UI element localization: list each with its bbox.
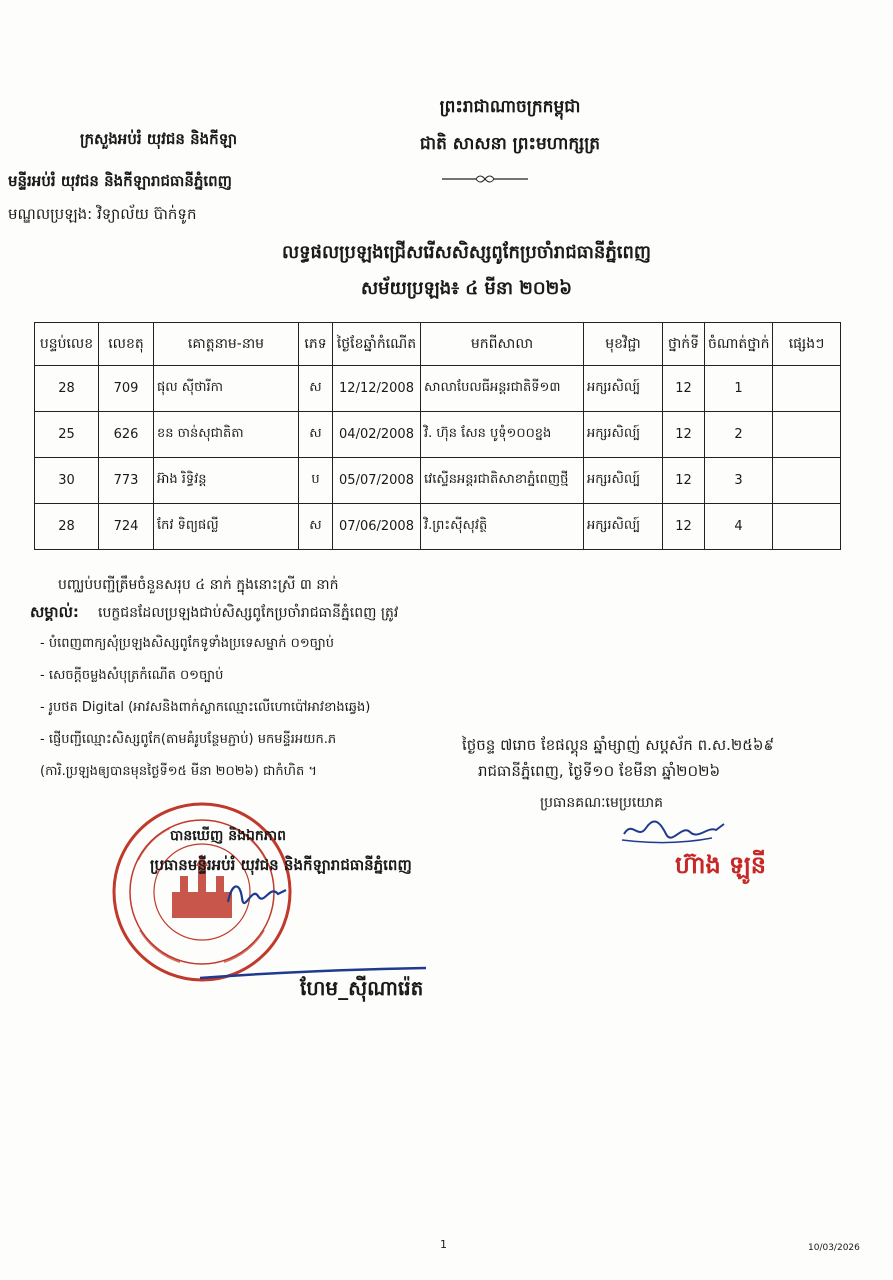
cell-room: 28 bbox=[35, 366, 99, 412]
cell-rank: 3 bbox=[705, 458, 773, 504]
cell-name: អ៊ាង រិទ្ធិវន្ត bbox=[154, 458, 299, 504]
requirement-item: - រូបថត Digital (អាវសនិងពាក់ស្លាកឈ្មោះលើហោប៉ៅអាវខាងឆ្វេង) bbox=[40, 700, 371, 715]
lunar-date: ថ្ងៃចន្ទ ៧រោច ខែផល្គុន ឆ្នាំម្សាញ់ សប្តស័ក ព.ស.២៥៦៩ bbox=[462, 736, 775, 754]
table-row bbox=[35, 504, 841, 550]
cell-grade: 12 bbox=[663, 412, 705, 458]
col-header-school: មកពីសាលា bbox=[421, 323, 584, 366]
col-header-gender: ភេទ bbox=[299, 323, 333, 366]
ministry-name: ក្រសួងអប់រំ យុវជន និងកីឡា bbox=[80, 130, 238, 148]
cell-rank: 2 bbox=[705, 412, 773, 458]
cell-desk: 626 bbox=[99, 412, 154, 458]
place-and-date: រាជធានីភ្នំពេញ, ថ្ងៃទី១០ ខែមីនា ឆ្នាំ២០២៦ bbox=[478, 762, 721, 780]
exam-center: មណ្ឌលប្រឡង: វិទ្យាល័យ ប៊ាក់ទូក bbox=[8, 205, 197, 223]
cell-desk: 724 bbox=[99, 504, 154, 550]
cell-gender: ប bbox=[299, 458, 333, 504]
cell-room: 30 bbox=[35, 458, 99, 504]
cell-desk: 773 bbox=[99, 458, 154, 504]
director-name: ហែម_ស៊ីណារ៉េត bbox=[300, 976, 424, 1000]
requirement-deadline: (ការិ.ប្រឡងឲ្យបានមុនថ្ងៃទី១៥ មីនា ២០២៦) ជាកំហិត ។ bbox=[40, 764, 317, 779]
requirement-item: - ផ្ញើបញ្ជីឈ្មោះសិស្សពូកែ(តាមគំរូបន្ថែមភ្ជាប់) មកមន្ទីរអយក.ភ bbox=[40, 732, 337, 747]
cell-grade: 12 bbox=[663, 504, 705, 550]
col-header-rank: ចំណាត់ថ្នាក់ bbox=[705, 323, 773, 366]
approval-label: បានឃើញ និងឯកភាព bbox=[170, 828, 286, 844]
chair-signature-icon bbox=[620, 812, 730, 846]
cell-gender: ស bbox=[299, 366, 333, 412]
cell-dob: 04/02/2008 bbox=[333, 412, 421, 458]
cell-name: ខន ចាន់សុជាតិតា bbox=[154, 412, 299, 458]
cell-school: សាលាបែលធីអន្តរជាតិទី១៣ bbox=[421, 366, 584, 412]
list-summary: បញ្ឈប់បញ្ជីត្រឹមចំនួនសរុប ៤ នាក់ ក្នុងនោះស្រី ៣ នាក់ bbox=[58, 577, 339, 593]
cell-other bbox=[773, 458, 841, 504]
table-row bbox=[35, 366, 841, 412]
exam-session: សម័យប្រឡង៖ ៤ មីនា ២០២៦ bbox=[361, 278, 572, 299]
national-motto: ជាតិ សាសនា ព្រះមហាក្សត្រ bbox=[419, 134, 601, 154]
cell-dob: 12/12/2008 bbox=[333, 366, 421, 412]
col-header-grade: ថ្នាក់ទី bbox=[663, 323, 705, 366]
col-header-desk: លេខតុ bbox=[99, 323, 154, 366]
cell-school: វេស្ទើនអន្តរជាតិសាខាភ្នំពេញថ្មី bbox=[421, 458, 584, 504]
kingdom-heading: ព្រះរាជាណាចក្រកម្ពុជា bbox=[439, 97, 581, 117]
col-header-other: ផ្សេងៗ bbox=[773, 323, 841, 366]
cell-other bbox=[773, 412, 841, 458]
requirement-item: - បំពេញពាក្យសុំប្រឡងសិស្សពូកែទូទាំងប្រទេសម្នាក់ ០១ច្បាប់ bbox=[40, 636, 334, 651]
cell-dob: 07/06/2008 bbox=[333, 504, 421, 550]
results-table bbox=[34, 322, 841, 550]
cell-other bbox=[773, 504, 841, 550]
table-row bbox=[35, 458, 841, 504]
cell-subject: អក្សរសិល្ប៍ bbox=[584, 412, 663, 458]
note-label: សម្គាល់: bbox=[30, 603, 79, 621]
document-title: លទ្ធផលប្រឡងជ្រើសរើសសិស្សពូកែប្រចាំរាជធានីភ្នំពេញ bbox=[281, 242, 652, 263]
cell-desk: 709 bbox=[99, 366, 154, 412]
cell-name: ផុល ស៊ីថារីកា bbox=[154, 366, 299, 412]
table-header-row bbox=[35, 323, 841, 366]
print-date: 10/03/2026 bbox=[808, 1243, 860, 1253]
cell-room: 25 bbox=[35, 412, 99, 458]
cell-dob: 05/07/2008 bbox=[333, 458, 421, 504]
cell-subject: អក្សរសិល្ប៍ bbox=[584, 504, 663, 550]
table-row bbox=[35, 412, 841, 458]
col-header-room: បន្ទប់លេខ bbox=[35, 323, 99, 366]
cell-grade: 12 bbox=[663, 458, 705, 504]
cell-rank: 4 bbox=[705, 504, 773, 550]
cell-rank: 1 bbox=[705, 366, 773, 412]
col-header-subject: មុខវិជ្ជា bbox=[584, 323, 663, 366]
requirement-item: - សេចក្តីចម្លងសំបុត្រកំណើត ០១ច្បាប់ bbox=[40, 668, 224, 683]
committee-chair-label: ប្រធានគណៈមេប្រយោគ bbox=[540, 795, 664, 811]
cell-gender: ស bbox=[299, 504, 333, 550]
cell-name: កែវ ទិព្យផល្លី bbox=[154, 504, 299, 550]
note-text: បេក្ខជនដែលប្រឡងជាប់សិស្សពូកែប្រចាំរាជធានីភ្នំពេញ ត្រូវ bbox=[98, 605, 399, 621]
page-number: 1 bbox=[440, 1238, 447, 1251]
col-header-name: គោត្តនាម-នាម bbox=[154, 323, 299, 366]
cell-subject: អក្សរសិល្ប៍ bbox=[584, 366, 663, 412]
cell-subject: អក្សរសិល្ប៍ bbox=[584, 458, 663, 504]
cell-school: វិ. ហ៊ុន សែន បូទុំ១០០ខ្នង bbox=[421, 412, 584, 458]
department-name: មន្ទីរអប់រំ យុវជន និងកីឡារាជធានីភ្នំពេញ bbox=[8, 172, 232, 190]
ornament-divider-icon bbox=[440, 172, 530, 186]
cell-room: 28 bbox=[35, 504, 99, 550]
cell-school: វិ.ព្រះស៊ីសុវត្ថិ bbox=[421, 504, 584, 550]
col-header-dob: ថ្ងៃខែឆ្នាំកំណើត bbox=[333, 323, 421, 366]
director-signature-icon bbox=[222, 876, 292, 910]
director-title: ប្រធានមន្ទីរអប់រំ យុវជន និងកីឡារាជធានីភ្នំពេញ bbox=[150, 856, 412, 874]
cell-gender: ស bbox=[299, 412, 333, 458]
cell-other bbox=[773, 366, 841, 412]
chair-name: ហ៊ាង ឡូនី bbox=[675, 851, 766, 879]
cell-grade: 12 bbox=[663, 366, 705, 412]
